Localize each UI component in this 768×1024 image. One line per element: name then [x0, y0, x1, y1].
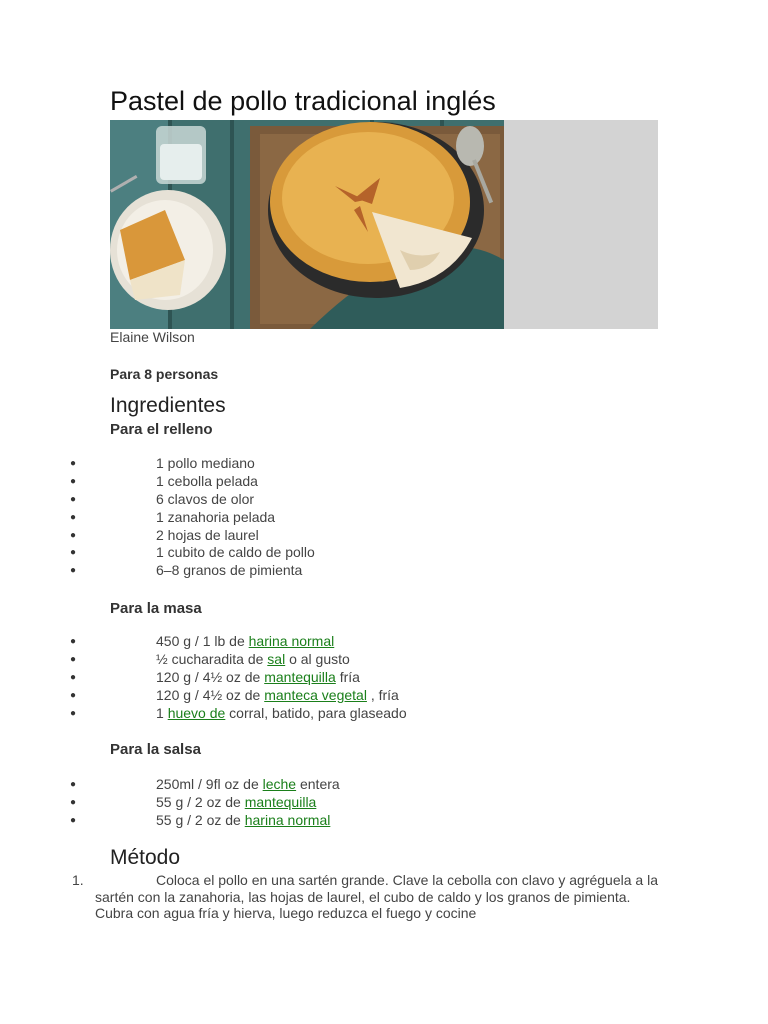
- ingredient-item: [0, 544, 700, 562]
- ingredient-text: [156, 509, 275, 527]
- ingredient-item: [0, 473, 700, 491]
- ingredient-text: [156, 812, 330, 830]
- ingredient-item: [0, 509, 700, 527]
- ingredient-text: [156, 794, 316, 812]
- ingredient-link[interactable]: mantequilla: [244, 793, 317, 810]
- ingredients-heading: Ingredientes: [110, 394, 226, 417]
- bullet-icon: ●: [70, 493, 77, 505]
- bullet-icon: ●: [70, 475, 77, 487]
- step-number: 1.: [72, 872, 84, 888]
- ingredient-note: entera: [296, 776, 340, 792]
- ingredient-item: [0, 669, 700, 687]
- method-heading: Método: [110, 846, 181, 869]
- ingredient-text: [156, 544, 315, 562]
- ingredient-text: [156, 527, 259, 545]
- ingredient-quantity: 250ml / 9fl oz de: [156, 776, 263, 792]
- ingredient-item: [0, 812, 700, 830]
- ingredient-link[interactable]: leche: [262, 776, 297, 792]
- ingredient-note: fría: [335, 668, 360, 685]
- ingredient-item: [0, 455, 700, 473]
- sauce-list: [0, 776, 700, 830]
- ingredient-link[interactable]: sal: [267, 650, 286, 667]
- ingredient-link[interactable]: harina normal: [248, 633, 335, 649]
- ingredient-item: [0, 776, 700, 794]
- ingredient-item: [0, 687, 700, 705]
- bullet-icon: ●: [70, 779, 77, 790]
- ingredient-text: [156, 633, 334, 651]
- ingredient-link[interactable]: mantequilla: [264, 668, 336, 685]
- ingredient-quantity: 450 g / 1 lb de: [156, 633, 249, 649]
- sauce-heading: Para la salsa: [110, 741, 201, 758]
- ingredient-quantity: 1 pollo mediano: [156, 455, 255, 471]
- photo-credit: Elaine Wilson: [110, 329, 195, 345]
- ingredient-text: [156, 687, 399, 705]
- ingredient-text: [156, 776, 340, 794]
- step-text: Coloca el pollo en una sartén grande. Clave la cebolla con clavo y agréguela a la sartén con la zanahoria, las hojas de laurel, el cubo de caldo y los granos de pimienta. Cubra con agua fría y hierva, luego reduzca el fuego y cocine: [95, 872, 658, 922]
- ingredient-note: corral, batido, para glaseado: [225, 704, 407, 721]
- photo-frame: [110, 120, 658, 329]
- bullet-icon: ●: [70, 814, 77, 826]
- ingredient-quantity: ½ cucharadita de: [156, 650, 268, 667]
- ingredient-item: [0, 491, 700, 509]
- ingredient-item: [0, 633, 700, 651]
- ingredient-quantity: 1 zanahoria pelada: [156, 508, 276, 525]
- bullet-icon: ●: [70, 707, 77, 719]
- ingredient-quantity: 1 cebolla pelada: [156, 472, 258, 489]
- ingredient-note: o al gusto: [285, 650, 350, 667]
- recipe-title: Pastel de pollo tradicional inglés: [110, 86, 496, 116]
- ingredient-text: [156, 669, 360, 687]
- ingredient-quantity: 6–8 granos de pimienta: [156, 562, 303, 579]
- ingredient-item: [0, 527, 700, 545]
- filling-list: [0, 455, 700, 580]
- bullet-icon: ●: [70, 458, 77, 469]
- chicken-pie-photo: [110, 120, 504, 329]
- filling-heading: Para el relleno: [110, 421, 213, 438]
- ingredient-quantity: 120 g / 4½ oz de: [156, 668, 265, 685]
- bullet-icon: ●: [70, 636, 77, 647]
- ingredient-quantity: 120 g / 4½ oz de: [156, 686, 265, 703]
- bullet-icon: ●: [70, 529, 77, 541]
- ingredient-link[interactable]: harina normal: [244, 811, 331, 828]
- dough-list: [0, 633, 700, 722]
- servings: Para 8 personas: [110, 366, 219, 382]
- ingredient-text: [156, 455, 255, 473]
- ingredient-text: [156, 491, 254, 509]
- ingredient-quantity: 1: [156, 704, 168, 721]
- ingredient-item: [0, 705, 700, 723]
- ingredient-link[interactable]: huevo de: [167, 704, 226, 721]
- ingredient-quantity: 1 cubito de caldo de pollo: [156, 544, 315, 561]
- ingredient-item: [0, 794, 700, 812]
- ingredient-text: [156, 562, 302, 580]
- bullet-icon: ●: [70, 547, 77, 559]
- ingredient-text: [156, 705, 407, 723]
- ingredient-quantity: 55 g / 2 oz de: [156, 811, 245, 828]
- ingredient-note: , fría: [366, 686, 399, 703]
- dough-heading: Para la masa: [110, 600, 202, 617]
- ingredient-quantity: 6 clavos de olor: [156, 490, 255, 507]
- bullet-icon: ●: [70, 511, 77, 523]
- ingredient-item: [0, 562, 700, 580]
- ingredient-quantity: 55 g / 2 oz de: [156, 793, 245, 810]
- bullet-icon: ●: [70, 689, 77, 701]
- ingredient-item: [0, 651, 700, 669]
- bullet-icon: ●: [70, 565, 77, 577]
- bullet-icon: ●: [70, 796, 77, 808]
- ingredient-link[interactable]: manteca vegetal: [264, 686, 367, 703]
- bullet-icon: ●: [70, 653, 77, 665]
- ingredient-text: [156, 651, 350, 669]
- bullet-icon: ●: [70, 671, 77, 683]
- ingredient-quantity: 2 hojas de laurel: [156, 526, 259, 543]
- ingredient-text: [156, 473, 258, 491]
